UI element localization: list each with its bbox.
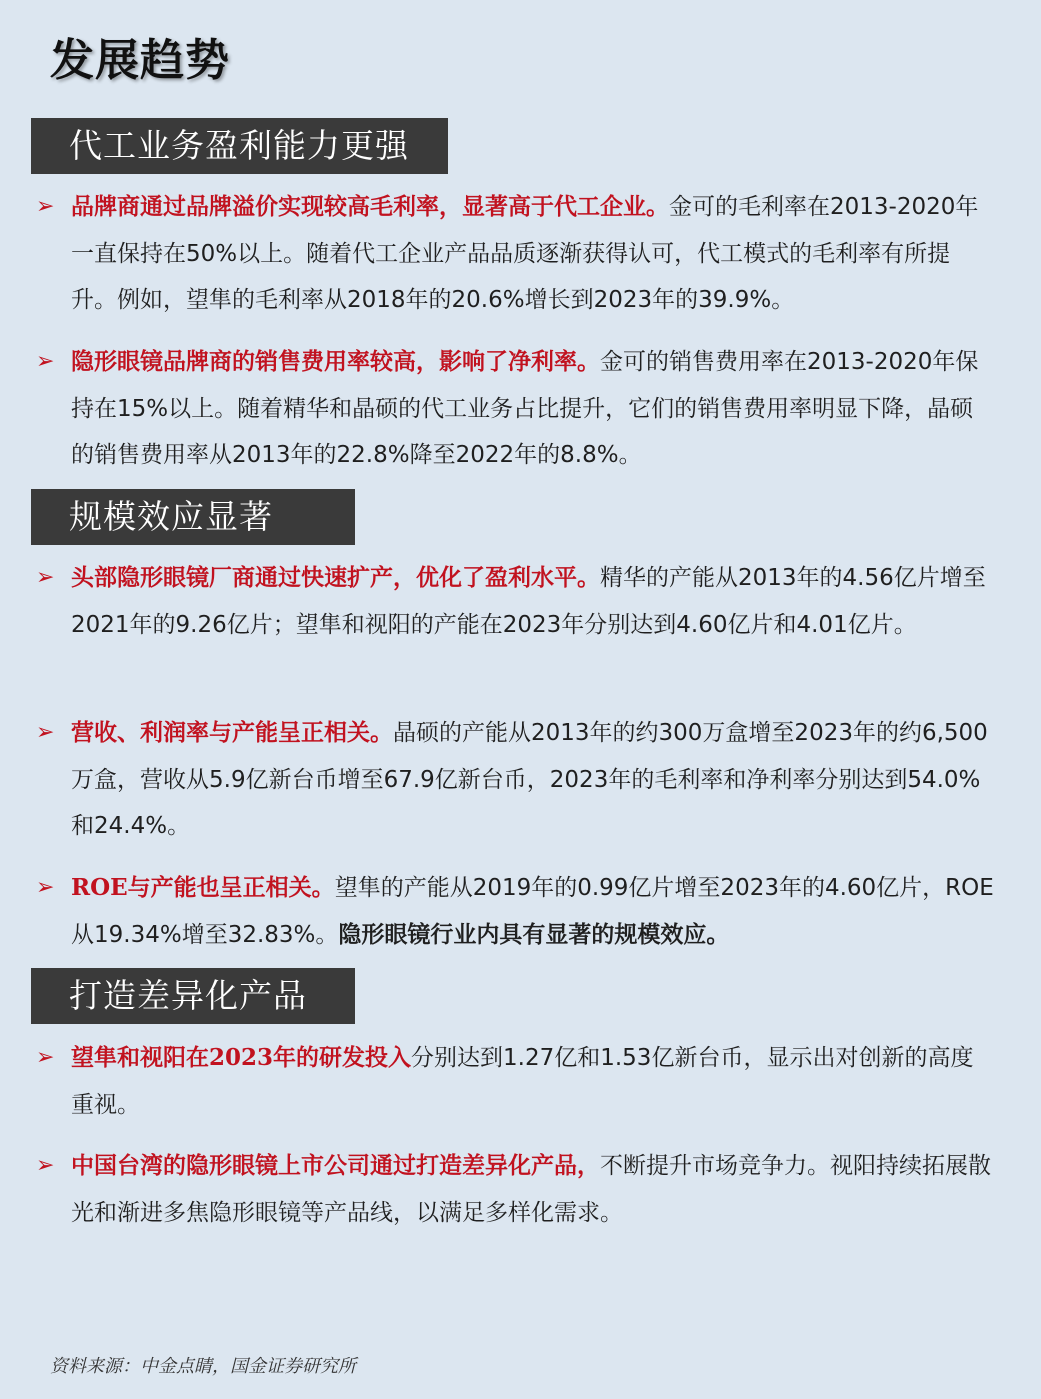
bullet-item [36, 865, 996, 958]
arrow-right-icon: ➢ [36, 875, 55, 900]
section-header-oem-profitability: 代工业务盈利能力更强 [31, 118, 448, 174]
bullet-text: 精华的产能从2013年的4.56亿片增至2021年的9.26亿片；望隼和视阳的产能在2023年分别达到4.60亿片和4.01亿片。 [71, 565, 986, 638]
bullet-text: 晶硕的产能从2013年的约300万盒增至2023年的约6,500万盒，营收从5.9亿新台币增至67.9亿新台币，2023年的毛利率和净利率分别达到54.0%和24.4%。 [71, 720, 988, 839]
arrow-right-icon: ➢ [36, 720, 55, 745]
bullet-conclusion: 隐形眼镜行业内具有显著的规模效应。 [338, 920, 730, 948]
bullet-highlight: 品牌商通过品牌溢价实现较高毛利率，显著高于代工企业。 [71, 193, 669, 220]
arrow-right-icon: ➢ [36, 1045, 55, 1070]
bullet-text: 金可的毛利率在2013-2020年一直保持在50%以上。随着代工企业产品品质逐渐获得认可，代工模式的毛利率有所提升。例如，望隼的毛利率从2018年的20.6%增长到2023年的39.9%。 [71, 194, 979, 313]
section-header-differentiation: 打造差异化产品 [31, 968, 355, 1024]
arrow-right-icon: ➢ [36, 1153, 55, 1178]
bullet-item [36, 339, 996, 479]
page-title: 发展趋势 [50, 35, 230, 86]
bullet-item [36, 555, 996, 648]
bullet-highlight: 隐形眼镜品牌商的销售费用率较高，影响了净利率。 [71, 348, 600, 375]
bullet-item [36, 1143, 996, 1236]
bullet-content [71, 184, 996, 324]
bullet-item [36, 1035, 996, 1128]
source-note: 资料来源：中金点睛，国金证券研究所 [50, 1356, 356, 1377]
bullet-content [71, 339, 996, 479]
bullet-content [71, 555, 996, 648]
bullet-highlight: 望隼和视阳在2023年的研发投入 [71, 1044, 412, 1071]
bullet-highlight: ROE与产能也呈正相关。 [71, 874, 335, 901]
bullet-content [71, 1035, 996, 1128]
bullet-content [71, 1143, 996, 1236]
bullet-highlight: 中国台湾的隐形眼镜上市公司通过打造差异化产品， [71, 1152, 600, 1179]
bullet-text: 金可的销售费用率在2013-2020年保持在15%以上。随着精华和晶硕的代工业务占比提升，它们的销售费用率明显下降，晶硕的销售费用率从2013年的22.8%降至2022年的8.8%。 [71, 349, 979, 468]
bullet-item [36, 184, 996, 324]
arrow-right-icon: ➢ [36, 349, 55, 374]
bullet-highlight: 营收、利润率与产能呈正相关。 [71, 719, 393, 746]
bullet-item [36, 710, 996, 850]
bullet-text: 不断提升市场竞争力。视阳持续拓展散光和渐进多焦隐形眼镜等产品线，以满足多样化需求。 [71, 1153, 991, 1226]
bullet-highlight: 头部隐形眼镜厂商通过快速扩产，优化了盈利水平。 [71, 564, 600, 591]
arrow-right-icon: ➢ [36, 194, 55, 219]
bullet-content [71, 865, 996, 958]
bullet-text: 望隼的产能从2019年的0.99亿片增至2023年的4.60亿片，ROE从19.34%增至32.83%。 [71, 875, 994, 948]
section-header-scale-effect: 规模效应显著 [31, 489, 355, 545]
arrow-right-icon: ➢ [36, 565, 55, 590]
bullet-content [71, 710, 996, 850]
bullet-text: 分别达到1.27亿和1.53亿新台币，显示出对创新的高度重视。 [71, 1045, 974, 1118]
